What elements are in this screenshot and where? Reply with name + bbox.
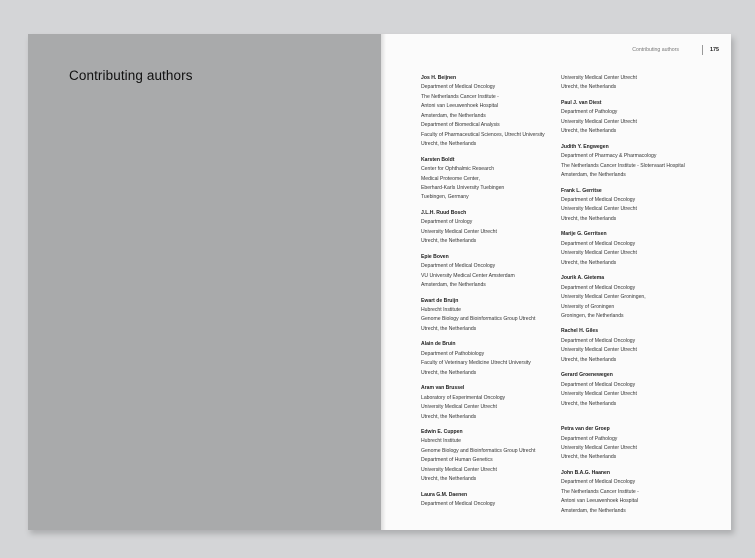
author-entry bbox=[421, 74, 563, 150]
page-number: 175 bbox=[710, 47, 719, 53]
affiliation-line: Amsterdam, the Netherlands bbox=[561, 507, 626, 514]
affiliation-line: Utrecht, the Netherlands bbox=[421, 369, 477, 376]
affiliation-line: University Medical Center Groningen, bbox=[561, 294, 646, 301]
affiliation-line: Department of Biomedical Analysis bbox=[421, 122, 500, 129]
affiliation-line: Utrecht, the Netherlands bbox=[561, 454, 617, 461]
affiliation-line: Utrecht, the Netherlands bbox=[421, 413, 477, 420]
author-name: Karsten Boldt bbox=[421, 156, 455, 163]
author-entry bbox=[561, 187, 703, 225]
author-entry bbox=[561, 469, 703, 516]
affiliation-line: Utrecht, the Netherlands bbox=[561, 259, 617, 266]
author-entry bbox=[421, 340, 563, 378]
affiliation-line: University Medical Center Utrecht bbox=[421, 228, 497, 235]
affiliation-line: Center for Ophthalmic Research bbox=[421, 166, 495, 173]
affiliation-line: Faculty of Pharmaceutical Sciences, Utrecht University bbox=[421, 131, 545, 138]
affiliation-line: Utrecht, the Netherlands bbox=[421, 141, 477, 148]
affiliation-line: Hubrecht Institute bbox=[421, 438, 461, 445]
affiliation-line: Department of Pathobiology bbox=[421, 350, 485, 357]
author-name: Jos H. Beijnen bbox=[421, 75, 457, 81]
author-column-2 bbox=[561, 74, 703, 522]
affiliation-line: Hubrecht Institute bbox=[421, 306, 461, 313]
affiliation-line: Department of Human Genetics bbox=[421, 457, 493, 464]
author-name: Jourik A. Gietema bbox=[561, 275, 605, 282]
author-entry bbox=[421, 253, 563, 291]
affiliation-line: Antoni van Leeuwenhoek Hospital bbox=[421, 103, 499, 110]
author-name: J.L.H. Ruud Bosch bbox=[421, 209, 467, 216]
author-entry bbox=[561, 274, 703, 321]
author-entry bbox=[421, 428, 563, 485]
running-head: Contributing authors bbox=[632, 47, 679, 53]
affiliation-line: University Medical Center Utrecht bbox=[421, 404, 497, 411]
affiliation-line: Department of Medical Oncology bbox=[421, 501, 496, 508]
affiliation-line: The Netherlands Cancer Institute - Slotervaart Hospital bbox=[561, 162, 685, 169]
affiliation-line: Faculty of Veterinary Medicine Utrecht University bbox=[421, 360, 531, 367]
affiliation-line: University Medical Center Utrecht bbox=[561, 444, 637, 451]
affiliation-line: University of Groningen bbox=[561, 303, 615, 310]
affiliation-line: Utrecht, the Netherlands bbox=[561, 128, 617, 135]
affiliation-line: University Medical Center Utrecht bbox=[561, 118, 637, 125]
affiliation-line: University Medical Center Utrecht bbox=[561, 206, 637, 213]
author-entry bbox=[561, 99, 703, 137]
header-divider bbox=[702, 45, 703, 55]
affiliation-line: Department of Medical Oncology bbox=[421, 84, 496, 91]
affiliation-line: VU University Medical Center Amsterdam bbox=[421, 272, 515, 279]
author-name: Rachel H. Giles bbox=[561, 328, 599, 335]
affiliation-line: Department of Pathology bbox=[561, 435, 618, 442]
affiliation-line: University Medical Center Utrecht bbox=[421, 466, 497, 473]
affiliation-line: Department of Medical Oncology bbox=[561, 196, 636, 203]
affiliation-line: Laboratory of Experimental Oncology bbox=[421, 394, 506, 401]
author-entry bbox=[561, 371, 703, 409]
affiliation-line: University Medical Center Utrecht bbox=[561, 391, 637, 398]
affiliation-line: Department of Medical Oncology bbox=[561, 479, 636, 486]
affiliation-line: Amsterdam, the Netherlands bbox=[421, 112, 486, 119]
book-gutter bbox=[381, 34, 386, 530]
author-name: Edwin E. Cuppen bbox=[421, 428, 463, 435]
affiliation-line: Department of Medical Oncology bbox=[421, 263, 496, 270]
author-name: Gerard Groenewegen bbox=[561, 372, 613, 379]
right-page bbox=[381, 34, 731, 530]
author-name: Epie Boven bbox=[421, 253, 449, 260]
affiliation-line: Department of Medical Oncology bbox=[561, 337, 636, 344]
affiliation-line: Department of Pharmacy & Pharmacology bbox=[561, 153, 657, 160]
affiliation-line: Eberhard-Karls University Tuebingen bbox=[421, 184, 505, 191]
author-entry bbox=[561, 230, 703, 268]
author-entry bbox=[421, 156, 563, 203]
affiliation-line: Utrecht, the Netherlands bbox=[421, 238, 477, 245]
affiliation-line: Utrecht, the Netherlands bbox=[421, 325, 477, 332]
author-name: Judith Y. Engwegen bbox=[561, 143, 609, 150]
affiliation-line: Amsterdam, the Netherlands bbox=[561, 172, 626, 179]
affiliation-line: Amsterdam, the Netherlands bbox=[421, 282, 486, 289]
author-column-1 bbox=[421, 74, 563, 516]
author-name: Paul J. van Diest bbox=[561, 99, 602, 106]
author-name: Marije G. Gerritsen bbox=[561, 231, 607, 238]
author-name: Alain de Bruin bbox=[421, 341, 456, 348]
author-name: Petra van der Groep bbox=[561, 426, 610, 433]
affiliation-line: Utrecht, the Netherlands bbox=[421, 476, 477, 483]
affiliation-line: University Medical Center Utrecht bbox=[561, 75, 637, 81]
author-name: Ewart de Bruijn bbox=[421, 297, 459, 304]
author-entry bbox=[561, 143, 703, 181]
affiliation-line: Tuebingen, Germany bbox=[421, 194, 469, 201]
author-entry bbox=[421, 491, 563, 510]
affiliation-line: Groningen, the Netherlands bbox=[561, 312, 624, 319]
affiliation-line: Department of Medical Oncology bbox=[561, 381, 636, 388]
author-entry bbox=[561, 425, 703, 463]
affiliation-line: Genome Biology and Bioinformatics Group Utrecht bbox=[421, 316, 536, 323]
author-entry bbox=[421, 209, 563, 247]
affiliation-line: Department of Urology bbox=[421, 219, 473, 226]
affiliation-line: Utrecht, the Netherlands bbox=[561, 356, 617, 363]
page-title: Contributing authors bbox=[69, 68, 193, 83]
affiliation-line: Utrecht, the Netherlands bbox=[561, 215, 617, 222]
affiliation-line: Genome Biology and Bioinformatics Group Utrecht bbox=[421, 447, 536, 454]
affiliation-line: Antoni van Leeuwenhoek Hospital bbox=[561, 498, 639, 505]
author-entry bbox=[561, 74, 703, 93]
author-entry bbox=[421, 384, 563, 422]
author-entry bbox=[561, 327, 703, 365]
affiliation-line: The Netherlands Cancer Institute - bbox=[421, 93, 499, 100]
left-page bbox=[28, 34, 381, 530]
affiliation-line: Department of Pathology bbox=[561, 109, 618, 116]
author-entry bbox=[421, 297, 563, 335]
author-name: John B.A.G. Haanen bbox=[561, 469, 610, 476]
affiliation-line: Utrecht, the Netherlands bbox=[561, 84, 617, 91]
affiliation-line: University Medical Center Utrecht bbox=[561, 347, 637, 354]
author-name: Frank L. Gerritse bbox=[561, 187, 602, 194]
affiliation-line: Department of Medical Oncology bbox=[561, 284, 636, 291]
affiliation-line: The Netherlands Cancer Institute - bbox=[561, 488, 639, 495]
affiliation-line: Department of Medical Oncology bbox=[561, 240, 636, 247]
affiliation-line: Utrecht, the Netherlands bbox=[561, 400, 617, 407]
affiliation-line: University Medical Center Utrecht bbox=[561, 250, 637, 257]
affiliation-line: Medical Proteome Center, bbox=[421, 175, 480, 182]
author-name: Aram van Brussel bbox=[421, 385, 465, 392]
author-name: Laura G.M. Daenen bbox=[421, 491, 468, 498]
